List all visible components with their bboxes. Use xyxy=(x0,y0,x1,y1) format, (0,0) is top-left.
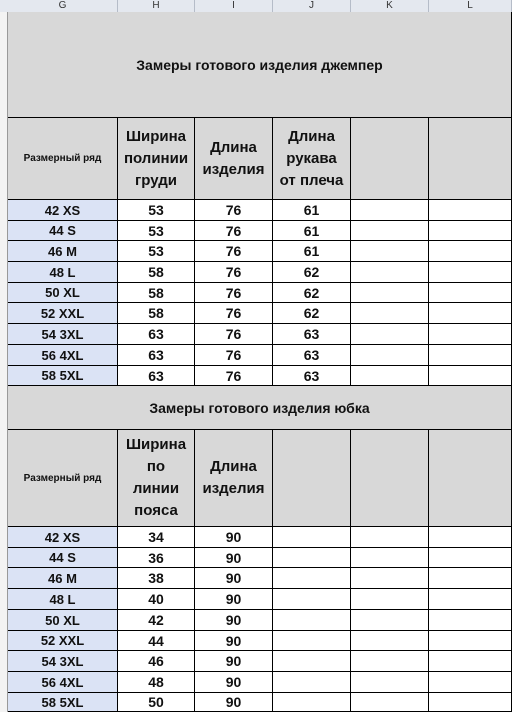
skirt-header-empty-l[interactable] xyxy=(429,430,512,527)
jumper-row-empty-l[interactable] xyxy=(429,200,512,221)
jumper-header-empty-k[interactable] xyxy=(351,118,429,200)
jumper-row-sleeve[interactable]: 61 xyxy=(273,241,351,262)
jumper-row-chest[interactable]: 58 xyxy=(118,262,195,283)
jumper-header-length-line: Длина xyxy=(210,138,257,156)
skirt-row-empty-k[interactable] xyxy=(351,631,429,651)
jumper-row-chest[interactable]: 58 xyxy=(118,303,195,324)
skirt-header-length-line: Длина xyxy=(210,458,257,475)
skirt-header-length[interactable] xyxy=(195,430,273,527)
skirt-row-size[interactable]: 54 3XL xyxy=(8,651,118,672)
skirt-row-waist[interactable]: 44 xyxy=(118,631,195,651)
jumper-row-length[interactable]: 76 xyxy=(195,283,273,303)
jumper-row-length[interactable]: 76 xyxy=(195,200,273,221)
skirt-row-waist[interactable]: 40 xyxy=(118,589,195,610)
column-header-k[interactable]: K xyxy=(351,0,429,12)
jumper-row-empty-l[interactable] xyxy=(429,303,512,324)
skirt-row-waist[interactable]: 34 xyxy=(118,527,195,548)
jumper-row-size[interactable]: 58 5XL xyxy=(8,366,118,386)
jumper-row-empty-k[interactable] xyxy=(351,262,429,283)
jumper-header-chest[interactable] xyxy=(118,118,195,200)
jumper-row-empty-l[interactable] xyxy=(429,366,512,386)
jumper-row-empty-k[interactable] xyxy=(351,303,429,324)
skirt-row-size[interactable]: 44 S xyxy=(8,548,118,568)
skirt-row-empty-j[interactable] xyxy=(273,610,351,631)
jumper-row-length[interactable]: 76 xyxy=(195,241,273,262)
skirt-row-length[interactable]: 90 xyxy=(195,548,273,568)
column-header-h[interactable]: H xyxy=(118,0,195,12)
skirt-row-empty-l[interactable] xyxy=(429,527,512,548)
skirt-row-waist[interactable]: 36 xyxy=(118,548,195,568)
skirt-row-size[interactable]: 50 XL xyxy=(8,610,118,631)
jumper-row-size[interactable]: 54 3XL xyxy=(8,324,118,345)
jumper-row-sleeve[interactable]: 61 xyxy=(273,200,351,221)
skirt-header-empty-j[interactable] xyxy=(273,430,351,527)
skirt-header-waist-line: пояса xyxy=(134,502,178,519)
jumper-title[interactable]: Замеры готового изделия джемпер xyxy=(8,12,512,118)
jumper-row-size[interactable]: 42 XS xyxy=(8,200,118,221)
jumper-row-empty-l[interactable] xyxy=(429,345,512,366)
skirt-row-empty-k[interactable] xyxy=(351,527,429,548)
jumper-row-chest[interactable]: 63 xyxy=(118,345,195,366)
skirt-row-empty-j[interactable] xyxy=(273,672,351,693)
skirt-row-empty-j[interactable] xyxy=(273,631,351,651)
skirt-row-empty-l[interactable] xyxy=(429,610,512,631)
jumper-row-length[interactable]: 76 xyxy=(195,303,273,324)
skirt-header-waist-line: линии xyxy=(132,480,180,497)
skirt-row-length[interactable]: 90 xyxy=(195,693,273,712)
jumper-row-chest[interactable]: 53 xyxy=(118,200,195,221)
skirt-row-size[interactable]: 58 5XL xyxy=(8,693,118,712)
skirt-header-waist[interactable] xyxy=(118,430,195,527)
jumper-row-empty-k[interactable] xyxy=(351,283,429,303)
skirt-row-size[interactable]: 42 XS xyxy=(8,527,118,548)
skirt-row-length[interactable]: 90 xyxy=(195,589,273,610)
skirt-header-size[interactable]: Размерный ряд xyxy=(8,430,118,527)
skirt-row-length[interactable]: 90 xyxy=(195,568,273,589)
jumper-row-empty-l[interactable] xyxy=(429,324,512,345)
jumper-row-chest[interactable]: 63 xyxy=(118,324,195,345)
skirt-row-empty-j[interactable] xyxy=(273,651,351,672)
jumper-header-chest-line: Ширина xyxy=(125,127,187,145)
skirt-row-empty-l[interactable] xyxy=(429,672,512,693)
jumper-row-length[interactable]: 76 xyxy=(195,262,273,283)
jumper-row-size[interactable]: 48 L xyxy=(8,262,118,283)
skirt-row-empty-j[interactable] xyxy=(273,568,351,589)
column-header-g[interactable]: G xyxy=(8,0,118,12)
jumper-row-sleeve[interactable]: 63 xyxy=(273,366,351,386)
jumper-row-sleeve[interactable]: 63 xyxy=(273,324,351,345)
skirt-row-size[interactable]: 56 4XL xyxy=(8,672,118,693)
jumper-row-chest[interactable]: 53 xyxy=(118,221,195,241)
skirt-row-empty-k[interactable] xyxy=(351,610,429,631)
column-header-j[interactable]: J xyxy=(273,0,351,12)
skirt-row-empty-l[interactable] xyxy=(429,568,512,589)
jumper-row-chest[interactable]: 53 xyxy=(118,241,195,262)
skirt-row-empty-k[interactable] xyxy=(351,548,429,568)
jumper-header-sleeve-line: от плеча xyxy=(279,171,344,189)
skirt-title[interactable]: Замеры готового изделия юбка xyxy=(8,386,512,430)
jumper-header-size[interactable]: Размерный ряд xyxy=(8,118,118,200)
jumper-header-sleeve[interactable] xyxy=(273,118,351,200)
skirt-header-waist-line: по xyxy=(146,458,166,475)
skirt-row-length[interactable]: 90 xyxy=(195,527,273,548)
jumper-row-length[interactable]: 76 xyxy=(195,221,273,241)
skirt-row-waist[interactable]: 48 xyxy=(118,672,195,693)
skirt-row-empty-l[interactable] xyxy=(429,589,512,610)
jumper-row-empty-k[interactable] xyxy=(351,221,429,241)
skirt-row-waist[interactable]: 42 xyxy=(118,610,195,631)
skirt-row-empty-k[interactable] xyxy=(351,651,429,672)
jumper-row-size[interactable]: 56 4XL xyxy=(8,345,118,366)
jumper-row-chest[interactable]: 58 xyxy=(118,283,195,303)
jumper-header-sleeve-line: рукава xyxy=(286,149,337,167)
skirt-row-empty-k[interactable] xyxy=(351,589,429,610)
skirt-row-empty-k[interactable] xyxy=(351,568,429,589)
jumper-header-empty-l[interactable] xyxy=(429,118,512,200)
skirt-row-empty-l[interactable] xyxy=(429,631,512,651)
jumper-header-chest-line: полинии xyxy=(123,149,189,167)
skirt-row-empty-j[interactable] xyxy=(273,527,351,548)
skirt-row-empty-k[interactable] xyxy=(351,693,429,712)
jumper-row-chest[interactable]: 63 xyxy=(118,366,195,386)
jumper-header-length-line: изделия xyxy=(202,160,265,178)
skirt-row-size[interactable]: 52 XXL xyxy=(8,631,118,651)
jumper-row-sleeve[interactable]: 61 xyxy=(273,221,351,241)
skirt-row-empty-l[interactable] xyxy=(429,651,512,672)
left-column-strip xyxy=(0,12,8,712)
jumper-row-sleeve[interactable]: 63 xyxy=(273,345,351,366)
jumper-row-length[interactable]: 76 xyxy=(195,324,273,345)
jumper-row-length[interactable]: 76 xyxy=(195,366,273,386)
skirt-header-length-line: изделия xyxy=(202,480,265,497)
skirt-row-length[interactable]: 90 xyxy=(195,672,273,693)
jumper-row-size[interactable]: 50 XL xyxy=(8,283,118,303)
jumper-row-size[interactable]: 52 XXL xyxy=(8,303,118,324)
jumper-header-sleeve-line: Длина xyxy=(288,127,335,145)
jumper-header-chest-line: груди xyxy=(135,171,177,189)
skirt-row-length[interactable]: 90 xyxy=(195,610,273,631)
skirt-row-waist[interactable]: 46 xyxy=(118,651,195,672)
skirt-row-empty-l[interactable] xyxy=(429,693,512,712)
jumper-row-sleeve[interactable]: 62 xyxy=(273,283,351,303)
jumper-row-empty-k[interactable] xyxy=(351,324,429,345)
skirt-row-length[interactable]: 90 xyxy=(195,651,273,672)
skirt-row-size[interactable]: 48 L xyxy=(8,589,118,610)
jumper-row-empty-l[interactable] xyxy=(429,221,512,241)
jumper-header-length[interactable] xyxy=(195,118,273,200)
column-header-i[interactable]: I xyxy=(195,0,273,12)
column-header-l[interactable]: L xyxy=(429,0,512,12)
jumper-row-sleeve[interactable]: 62 xyxy=(273,262,351,283)
skirt-row-empty-j[interactable] xyxy=(273,589,351,610)
skirt-row-empty-l[interactable] xyxy=(429,548,512,568)
skirt-row-waist[interactable]: 50 xyxy=(118,693,195,712)
jumper-row-sleeve[interactable]: 62 xyxy=(273,303,351,324)
jumper-row-empty-k[interactable] xyxy=(351,366,429,386)
jumper-row-empty-l[interactable] xyxy=(429,241,512,262)
skirt-row-empty-k[interactable] xyxy=(351,672,429,693)
jumper-row-empty-k[interactable] xyxy=(351,241,429,262)
skirt-row-length[interactable]: 90 xyxy=(195,631,273,651)
jumper-row-size[interactable]: 44 S xyxy=(8,221,118,241)
skirt-row-empty-j[interactable] xyxy=(273,693,351,712)
skirt-row-empty-j[interactable] xyxy=(273,548,351,568)
jumper-row-empty-l[interactable] xyxy=(429,283,512,303)
skirt-row-size[interactable]: 46 M xyxy=(8,568,118,589)
jumper-row-empty-k[interactable] xyxy=(351,200,429,221)
jumper-row-length[interactable]: 76 xyxy=(195,345,273,366)
skirt-header-waist-line: Ширина xyxy=(125,436,187,453)
jumper-row-size[interactable]: 46 M xyxy=(8,241,118,262)
skirt-header-empty-k[interactable] xyxy=(351,430,429,527)
skirt-row-waist[interactable]: 38 xyxy=(118,568,195,589)
jumper-row-empty-l[interactable] xyxy=(429,262,512,283)
jumper-row-empty-k[interactable] xyxy=(351,345,429,366)
